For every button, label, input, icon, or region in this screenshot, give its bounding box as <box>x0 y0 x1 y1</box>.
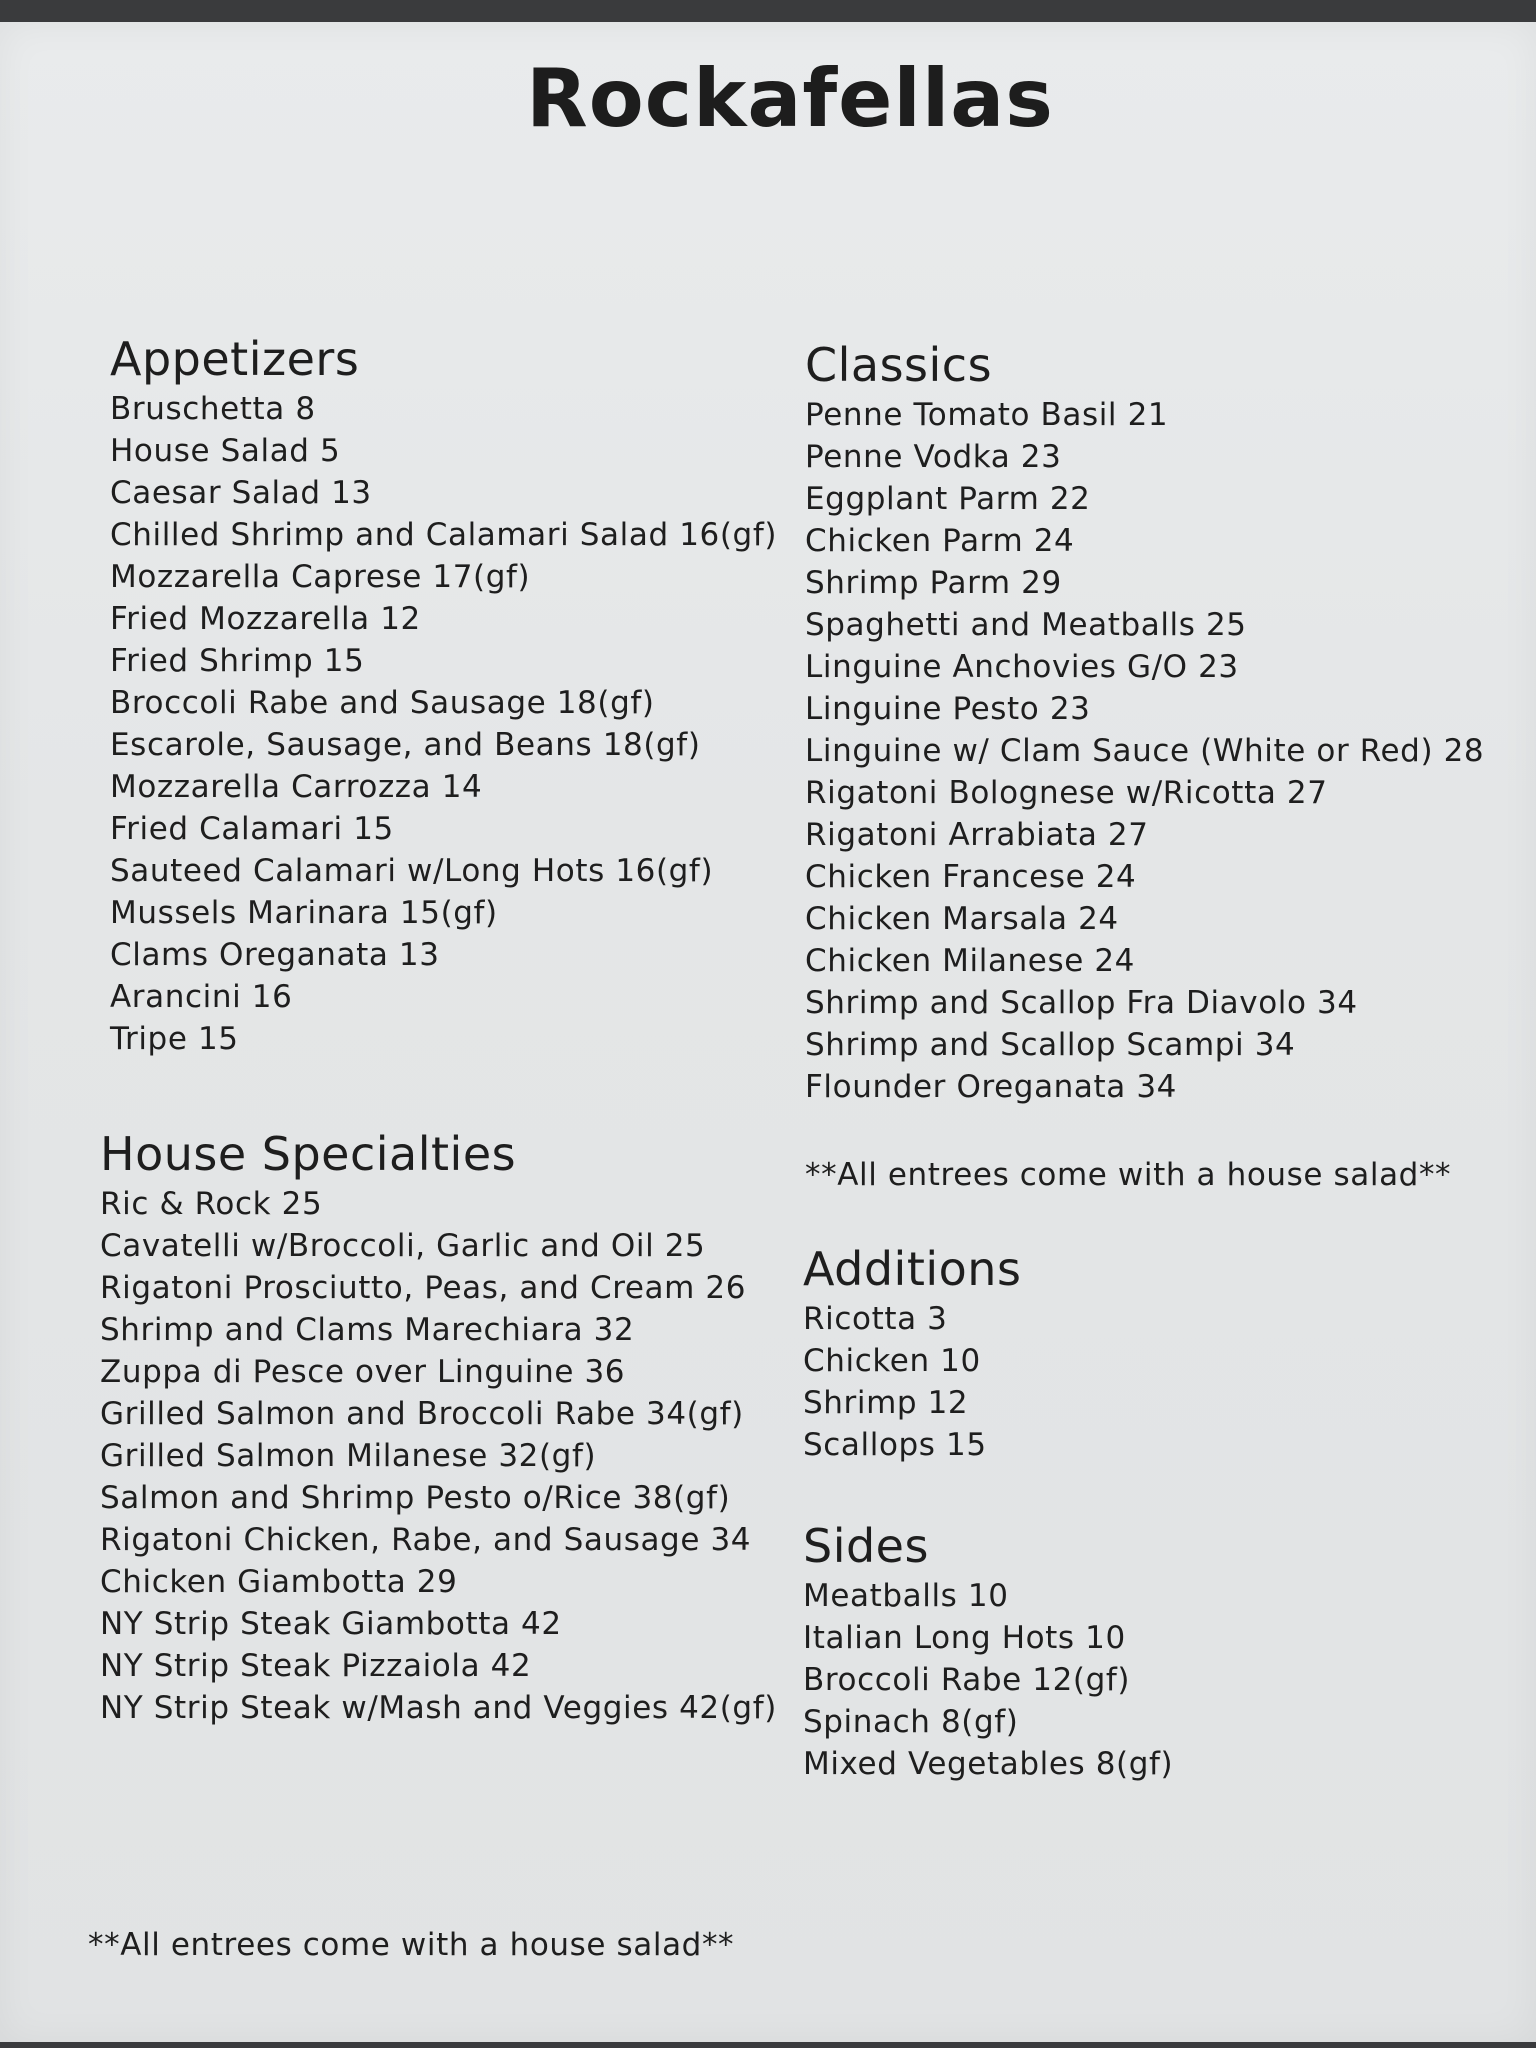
appetizers-list <box>110 388 777 1060</box>
menu-item: Penne Vodka 23 <box>805 439 1062 475</box>
menu-item: NY Strip Steak Giambotta 42 <box>100 1606 562 1642</box>
menu-item: Fried Shrimp 15 <box>110 643 365 679</box>
menu-item: Fried Calamari 15 <box>110 811 394 847</box>
menu-item: Shrimp Parm 29 <box>805 565 1062 601</box>
appetizers-heading: Appetizers <box>110 332 360 386</box>
menu-item: NY Strip Steak Pizzaiola 42 <box>100 1648 532 1684</box>
menu-item: Ricotta 3 <box>803 1301 948 1337</box>
menu-item: Bruschetta 8 <box>110 391 316 427</box>
menu-item: Grilled Salmon and Broccoli Rabe 34(gf) <box>100 1396 744 1432</box>
menu-item: Shrimp and Scallop Scampi 34 <box>805 1027 1296 1063</box>
menu-item: NY Strip Steak w/Mash and Veggies 42(gf) <box>100 1690 777 1726</box>
menu-item: Sauteed Calamari w/Long Hots 16(gf) <box>110 853 714 889</box>
house-specialties-list <box>100 1183 777 1729</box>
menu-item: House Salad 5 <box>110 433 341 469</box>
menu-item: Zuppa di Pesce over Linguine 36 <box>100 1354 626 1390</box>
classics-house-salad-note: **All entrees come with a house salad** <box>805 1157 1452 1193</box>
menu-item: Mozzarella Caprese 17(gf) <box>110 559 531 595</box>
restaurant-title: Rockafellas <box>526 52 1054 145</box>
menu-item: Broccoli Rabe and Sausage 18(gf) <box>110 685 655 721</box>
menu-item: Tripe 15 <box>110 1021 239 1057</box>
menu-item: Italian Long Hots 10 <box>803 1620 1126 1656</box>
menu-item: Spaghetti and Meatballs 25 <box>805 607 1247 643</box>
menu-item: Linguine Anchovies G/O 23 <box>805 649 1239 685</box>
menu-item: Scallops 15 <box>803 1427 987 1463</box>
menu-item: Chilled Shrimp and Calamari Salad 16(gf) <box>110 517 778 553</box>
menu-item: Chicken 10 <box>803 1343 981 1379</box>
menu-item: Broccoli Rabe 12(gf) <box>803 1662 1131 1698</box>
menu-item: Eggplant Parm 22 <box>805 481 1091 517</box>
menu-item: Caesar Salad 13 <box>110 475 372 511</box>
sides-section <box>803 1519 1173 1785</box>
classics-section <box>805 338 1484 1108</box>
menu-item: Mussels Marinara 15(gf) <box>110 895 498 931</box>
menu-item: Escarole, Sausage, and Beans 18(gf) <box>110 727 701 763</box>
menu-item: Salmon and Shrimp Pesto o/Rice 38(gf) <box>100 1480 731 1516</box>
menu-item: Grilled Salmon Milanese 32(gf) <box>100 1438 597 1474</box>
menu-item: Mixed Vegetables 8(gf) <box>803 1746 1174 1782</box>
menu-item: Rigatoni Chicken, Rabe, and Sausage 34 <box>100 1522 752 1558</box>
menu-item: Shrimp and Clams Marechiara 32 <box>100 1312 635 1348</box>
additions-list <box>803 1298 1021 1466</box>
menu-item: Cavatelli w/Broccoli, Garlic and Oil 25 <box>100 1228 706 1264</box>
menu-item: Shrimp 12 <box>803 1385 969 1421</box>
menu-item: Shrimp and Scallop Fra Diavolo 34 <box>805 985 1358 1021</box>
menu-item: Mozzarella Carrozza 14 <box>110 769 483 805</box>
menu-item: Rigatoni Bolognese w/Ricotta 27 <box>805 775 1328 811</box>
menu-item: Clams Oreganata 13 <box>110 937 440 973</box>
additions-section <box>803 1242 1021 1466</box>
menu-item: Chicken Giambotta 29 <box>100 1564 458 1600</box>
footer-house-salad-note: **All entrees come with a house salad** <box>88 1927 735 1963</box>
house-specialties-section <box>100 1127 777 1729</box>
menu-item: Rigatoni Arrabiata 27 <box>805 817 1149 853</box>
menu-item: Spinach 8(gf) <box>803 1704 1019 1740</box>
menu-item: Linguine Pesto 23 <box>805 691 1091 727</box>
house-specialties-heading: House Specialties <box>100 1127 517 1181</box>
sides-list <box>803 1575 1173 1785</box>
menu-item: Penne Tomato Basil 21 <box>805 397 1169 433</box>
menu-item: Chicken Marsala 24 <box>805 901 1119 937</box>
menu-item: Linguine w/ Clam Sauce (White or Red) 28 <box>805 733 1485 769</box>
menu-item: Meatballs 10 <box>803 1578 1009 1614</box>
classics-list <box>805 394 1484 1108</box>
classics-heading: Classics <box>805 338 993 392</box>
additions-heading: Additions <box>803 1242 1022 1296</box>
appetizers-section <box>110 332 777 1060</box>
menu-page <box>0 22 1536 2042</box>
menu-item: Chicken Milanese 24 <box>805 943 1135 979</box>
menu-item: Rigatoni Prosciutto, Peas, and Cream 26 <box>100 1270 747 1306</box>
menu-item: Flounder Oreganata 34 <box>805 1069 1177 1105</box>
menu-item: Arancini 16 <box>110 979 293 1015</box>
sides-heading: Sides <box>803 1519 929 1573</box>
menu-item: Chicken Parm 24 <box>805 523 1075 559</box>
menu-item: Fried Mozzarella 12 <box>110 601 421 637</box>
menu-item: Ric & Rock 25 <box>100 1186 323 1222</box>
menu-item: Chicken Francese 24 <box>805 859 1137 895</box>
